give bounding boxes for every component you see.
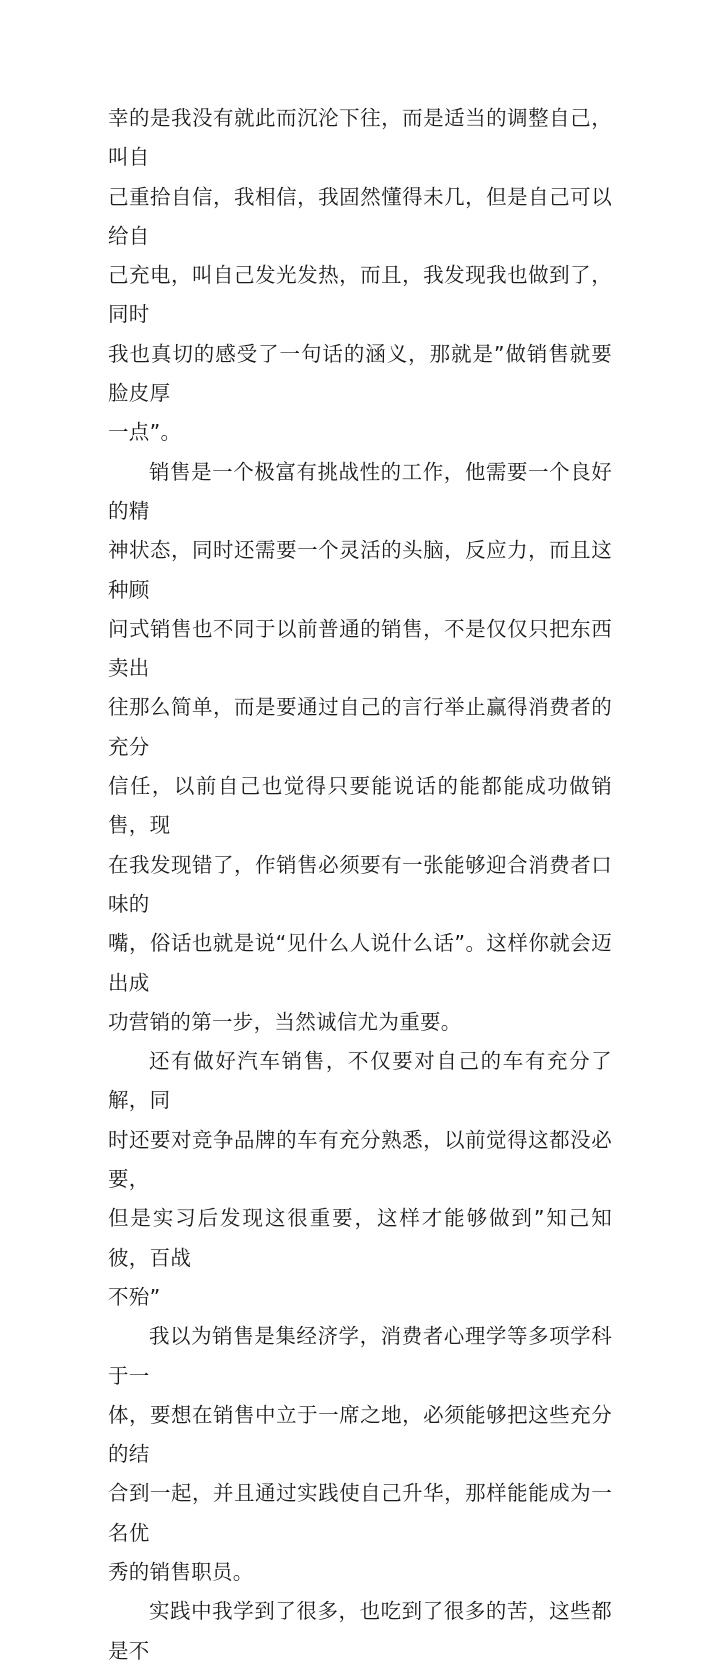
paragraph-4: [108, 1317, 612, 1592]
text-line: 己充电，叫自己发光发热，而且，我发现我也做到了，同时: [108, 263, 612, 327]
text-line: 体，要想在销售中立于一席之地，必须能够把这些充分的结: [108, 1402, 612, 1467]
text-line: 神状态，同时还需要一个灵活的头脑，反应力，而且这种顾: [108, 538, 612, 602]
text-line: 但是实习后发现这很重要，这样才能够做到”知己知彼，百战: [108, 1206, 612, 1270]
text-line: 一点”。: [108, 420, 182, 445]
paragraph-5: [108, 1592, 612, 1671]
text-line: 信任，以前自己也觉得只要能说话的能都能成功做销售，现: [108, 774, 612, 838]
text-line: 在我发现错了，作销售必须要有一张能够迎合消费者口味的: [108, 852, 612, 916]
text-line: 功营销的第一步，当然诚信尤为重要。: [108, 1009, 462, 1034]
text-line: 问式销售也不同于以前普通的销售，不是仅仅只把东西卖出: [108, 616, 612, 681]
text-line: 不殆”: [108, 1284, 161, 1309]
text-line: 我也真切的感受了一句话的涵义，那就是”做销售就要脸皮厚: [108, 341, 612, 406]
text-line: 嘴，俗话也就是说“见什么人说什么话”。这样你就会迈出成: [108, 931, 612, 995]
text-line: 我以为销售是集经济学，消费者心理学等多项学科于一: [108, 1324, 612, 1388]
text-line: 己重拾自信，我相信，我固然懂得未几，但是自己可以给自: [108, 184, 612, 248]
paragraph-3: [108, 1042, 612, 1317]
text-line: 时还要对竞争品牌的车有充分熟悉，以前觉得这都没必要，: [108, 1127, 612, 1192]
text-line: 往那么简单，而是要通过自己的言行举止赢得消费者的充分: [108, 695, 612, 759]
text-line: 合到一起，并且通过实践使自己升华，那样能能成为一名优: [108, 1481, 612, 1545]
text-line: 销售是一个极富有挑战性的工作，他需要一个良好的精: [108, 459, 612, 523]
text-line: 实践中我学到了很多，也吃到了很多的苦，这些都是不: [108, 1599, 612, 1663]
paragraph-1: [108, 99, 612, 453]
text-line: 幸的是我没有就此而沉沦下往，而是适当的调整自己，叫自: [108, 106, 612, 170]
document-page: [108, 99, 612, 1671]
paragraph-2: [108, 453, 612, 1042]
text-line: 还有做好汽车销售，不仅要对自己的车有充分了解，同: [108, 1049, 612, 1113]
text-line: 秀的销售职员。: [108, 1559, 254, 1584]
